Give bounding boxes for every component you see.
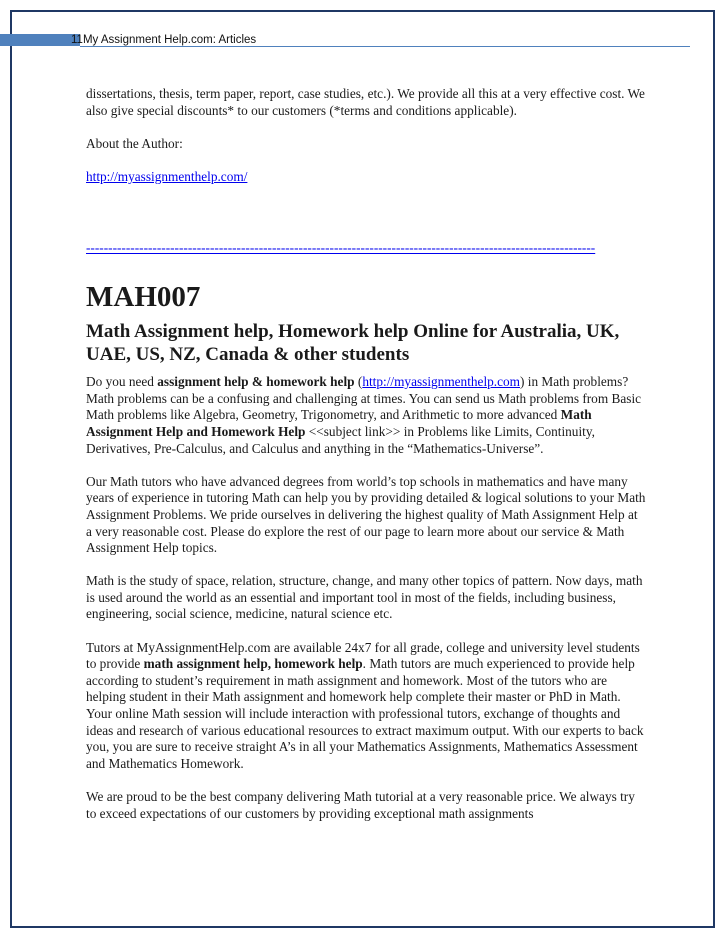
- p1-text-3: ) in Math problems? Math problems can be a confusing and challenging at times. You can send us Math problems from Basic Math problems like Algebra, Geometry, Trigonometry, and Arithmetic to more advanced: [86, 374, 642, 423]
- separator-line: -------------------------------------------------------------------------------------------------------------------: [86, 239, 596, 255]
- p1-bold-2: Math Assignment Help and Homework Help: [86, 407, 592, 439]
- intro-paragraph: dissertations, thesis, term paper, report, case studies, etc.). We provide all this at a very effective cost. We also give special discounts* to our customers (*terms and conditions applicable).: [86, 86, 645, 118]
- p4-text-2: . Math tutors are much experienced to provide help according to student’s requirement in math assignment and homework. Most of the tutors who are helping student in their Math assignment and homework help complete their master or PhD in Math. Your online Math session will include interaction with professional tutors, exchange of thoughts and ideas and research of various educational resources to extract maximum output. With our experts to back you, you are sure to receive straight A’s in all your Mathematics Assignments, Mathematics Assessment and Mathematics Homework.: [86, 656, 644, 771]
- paragraph-2: Our Math tutors who have advanced degrees from world’s top schools in mathematics and have many years of experience in tutoring Math can help you by providing detailed & logical solutions to your Math Assignment Problems. We pride ourselves in delivering the highest quality of Math Assignment Help at a very reasonable cost. Please do explore the rest of our page to learn more about our service & Math Assignment Help topics.: [86, 473, 646, 556]
- p1-text-4: <<subject link>> in Problems like Limits, Continuity, Derivatives, Pre-Calculus, and Calculus and anything in the “Mathematics-Universe”.: [86, 423, 595, 456]
- page-header: [71, 34, 256, 47]
- p1-link[interactable]: http://myassignmenthelp.com: [362, 374, 521, 390]
- article-title: Math Assignment help, Homework help Online for Australia, UK, UAE, US, NZ, Canada & other students: [86, 321, 620, 366]
- page-number: 11: [71, 34, 83, 46]
- paragraph-4: [86, 640, 646, 773]
- author-link[interactable]: http://myassignmenthelp.com/: [86, 168, 248, 184]
- paragraph-5: We are proud to be the best company delivering Math tutorial at a very reasonable price. We always try to exceed expectations of our customers by providing exceptional math assignments: [86, 789, 635, 821]
- about-author-label: About the Author:: [86, 135, 183, 151]
- document-body: [86, 86, 646, 839]
- article-code: MAH007: [86, 281, 201, 314]
- paragraph-1: [86, 374, 646, 457]
- p4-bold-1: math assignment help, homework help: [143, 656, 363, 672]
- p4-text-1: Tutors at MyAssignmentHelp.com are available 24x7 for all grade, college and university level students to provide: [86, 639, 640, 672]
- p1-text-2: (: [354, 374, 363, 390]
- paragraph-3: Math is the study of space, relation, structure, change, and many other topics of pattern. Now days, math is used around the world as an essential and important tool in most of the fields, including business, engineering, social science, medicine, natural science etc.: [86, 573, 643, 622]
- header-title: My Assignment Help.com: Articles: [82, 34, 257, 46]
- p1-text-1: Do you need: [86, 374, 158, 390]
- header-accent-bar: [0, 34, 80, 46]
- p1-bold-1: assignment help & homework help: [157, 374, 355, 390]
